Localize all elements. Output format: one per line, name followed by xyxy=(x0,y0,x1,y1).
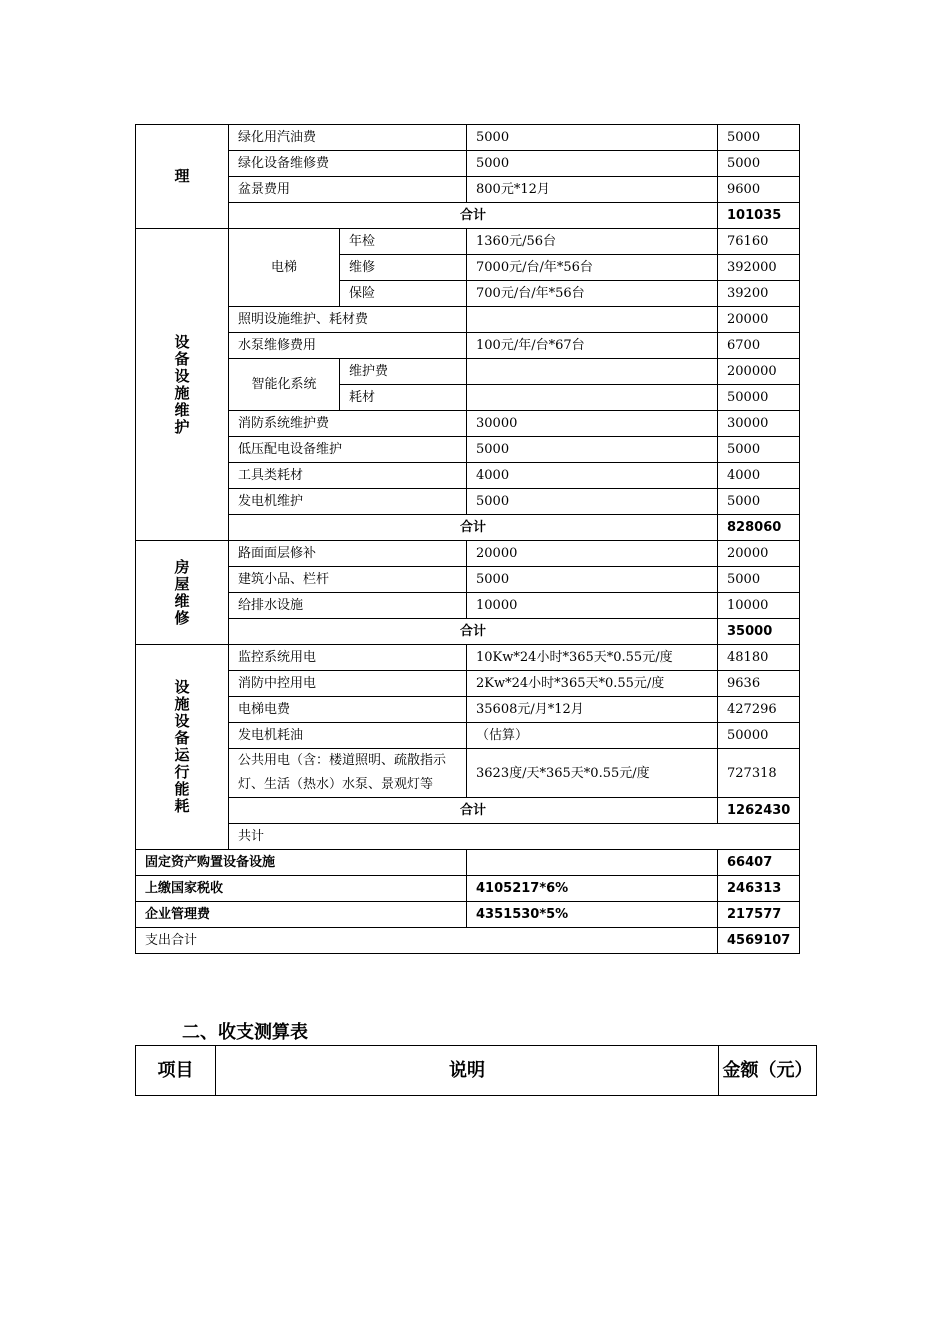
sub-item-cell: 耗材 xyxy=(340,385,467,411)
item-cell: 公共用电（含：楼道照明、疏散指示灯、生活（热水）水泵、景观灯等 xyxy=(229,749,467,798)
amount-cell: 5000 xyxy=(718,125,800,151)
desc-cell xyxy=(467,359,718,385)
sub-item-cell: 维护费 xyxy=(340,359,467,385)
summary-amount: 66407 xyxy=(718,850,800,876)
item-cell: 盆景费用 xyxy=(229,177,467,203)
amount-cell: 20000 xyxy=(718,541,800,567)
category-cell: 设施设备运行能耗 xyxy=(136,645,229,850)
summary-amount: 4569107 xyxy=(718,928,800,954)
amount-cell: 5000 xyxy=(718,437,800,463)
table-row xyxy=(136,333,800,359)
summary-label: 企业管理费 xyxy=(136,902,467,928)
amount-cell: 50000 xyxy=(718,385,800,411)
table-row xyxy=(136,723,800,749)
table-row xyxy=(136,437,800,463)
item-cell: 照明设施维护、耗材费 xyxy=(229,307,467,333)
subtotal-label: 合计 xyxy=(229,619,718,645)
subtotal-amount: 35000 xyxy=(718,619,800,645)
desc-cell: 5000 xyxy=(467,489,718,515)
table-row xyxy=(136,307,800,333)
category-cell: 房屋维修 xyxy=(136,541,229,645)
desc-cell: 7000元/台/年*56台 xyxy=(467,255,718,281)
amount-cell: 9600 xyxy=(718,177,800,203)
subtotal-row xyxy=(136,515,800,541)
summary-row xyxy=(136,876,800,902)
table-row xyxy=(136,671,800,697)
amount-cell: 392000 xyxy=(718,255,800,281)
item-cell: 绿化用汽油费 xyxy=(229,125,467,151)
amount-cell: 20000 xyxy=(718,307,800,333)
desc-cell: （估算） xyxy=(467,723,718,749)
item-cell: 低压配电设备维护 xyxy=(229,437,467,463)
sub-item-cell: 年检 xyxy=(340,229,467,255)
table-row xyxy=(136,567,800,593)
table-row xyxy=(136,359,800,385)
desc-cell: 30000 xyxy=(467,411,718,437)
desc-cell: 5000 xyxy=(467,437,718,463)
table-row xyxy=(136,593,800,619)
summary-row xyxy=(136,824,800,850)
desc-cell: 700元/台/年*56台 xyxy=(467,281,718,307)
amount-cell: 9636 xyxy=(718,671,800,697)
desc-cell: 100元/年/台*67台 xyxy=(467,333,718,359)
summary-label: 共计 xyxy=(229,824,800,850)
table-row xyxy=(136,177,800,203)
amount-cell: 727318 xyxy=(718,749,800,798)
income-expense-calc-table xyxy=(135,1045,817,1096)
item-cell: 消防系统维护费 xyxy=(229,411,467,437)
subtotal-amount: 101035 xyxy=(718,203,800,229)
header-description: 说明 xyxy=(216,1046,719,1096)
item-cell: 发电机维护 xyxy=(229,489,467,515)
summary-amount: 217577 xyxy=(718,902,800,928)
subtotal-row xyxy=(136,798,800,824)
item-cell: 工具类耗材 xyxy=(229,463,467,489)
expense-budget-table xyxy=(135,124,800,954)
sub-item-cell: 保险 xyxy=(340,281,467,307)
desc-cell: 20000 xyxy=(467,541,718,567)
table-row xyxy=(136,645,800,671)
desc-cell: 800元*12月 xyxy=(467,177,718,203)
item-cell: 电梯电费 xyxy=(229,697,467,723)
desc-cell: 10Kw*24小时*365天*0.55元/度 xyxy=(467,645,718,671)
table-header-row xyxy=(136,1046,817,1096)
table-row xyxy=(136,489,800,515)
table-row xyxy=(136,125,800,151)
desc-cell xyxy=(467,307,718,333)
summary-row xyxy=(136,928,800,954)
amount-cell: 5000 xyxy=(718,151,800,177)
item-cell: 建筑小品、栏杆 xyxy=(229,567,467,593)
desc-cell: 35608元/月*12月 xyxy=(467,697,718,723)
desc-cell: 5000 xyxy=(467,151,718,177)
desc-cell: 5000 xyxy=(467,567,718,593)
subtotal-row xyxy=(136,619,800,645)
summary-desc xyxy=(467,850,718,876)
subtotal-row xyxy=(136,203,800,229)
amount-cell: 200000 xyxy=(718,359,800,385)
item-cell: 绿化设备维修费 xyxy=(229,151,467,177)
smart-system-label: 智能化系统 xyxy=(229,359,340,411)
table-row xyxy=(136,697,800,723)
summary-row xyxy=(136,902,800,928)
subtotal-label: 合计 xyxy=(229,798,718,824)
desc-cell: 1360元/56台 xyxy=(467,229,718,255)
summary-label: 支出合计 xyxy=(136,928,718,954)
item-cell: 消防中控用电 xyxy=(229,671,467,697)
amount-cell: 5000 xyxy=(718,567,800,593)
desc-cell: 3623度/天*365天*0.55元/度 xyxy=(467,749,718,798)
elevator-label: 电梯 xyxy=(229,229,340,307)
desc-cell: 2Kw*24小时*365天*0.55元/度 xyxy=(467,671,718,697)
amount-cell: 10000 xyxy=(718,593,800,619)
header-item: 项目 xyxy=(136,1046,216,1096)
section-heading: 二、收支测算表 xyxy=(182,1022,308,1043)
table-row xyxy=(136,749,800,798)
item-cell: 监控系统用电 xyxy=(229,645,467,671)
amount-cell: 39200 xyxy=(718,281,800,307)
summary-desc: 4105217*6% xyxy=(467,876,718,902)
item-cell: 发电机耗油 xyxy=(229,723,467,749)
sub-item-cell: 维修 xyxy=(340,255,467,281)
summary-label: 上缴国家税收 xyxy=(136,876,467,902)
item-cell: 给排水设施 xyxy=(229,593,467,619)
amount-cell: 50000 xyxy=(718,723,800,749)
summary-row xyxy=(136,850,800,876)
subtotal-amount: 828060 xyxy=(718,515,800,541)
category-cell: 设备设施维护 xyxy=(136,229,229,541)
item-cell: 路面面层修补 xyxy=(229,541,467,567)
category-cell: 理 xyxy=(136,125,229,229)
subtotal-amount: 1262430 xyxy=(718,798,800,824)
summary-label: 固定资产购置设备设施 xyxy=(136,850,467,876)
amount-cell: 427296 xyxy=(718,697,800,723)
desc-cell: 5000 xyxy=(467,125,718,151)
amount-cell: 5000 xyxy=(718,489,800,515)
desc-cell: 4000 xyxy=(467,463,718,489)
desc-cell xyxy=(467,385,718,411)
table-row xyxy=(136,411,800,437)
amount-cell: 30000 xyxy=(718,411,800,437)
amount-cell: 76160 xyxy=(718,229,800,255)
summary-desc: 4351530*5% xyxy=(467,902,718,928)
item-cell: 水泵维修费用 xyxy=(229,333,467,359)
desc-cell: 10000 xyxy=(467,593,718,619)
header-amount: 金额（元） xyxy=(719,1046,817,1096)
amount-cell: 6700 xyxy=(718,333,800,359)
amount-cell: 48180 xyxy=(718,645,800,671)
table-row xyxy=(136,541,800,567)
subtotal-label: 合计 xyxy=(229,515,718,541)
table-row xyxy=(136,151,800,177)
table-row xyxy=(136,463,800,489)
subtotal-label: 合计 xyxy=(229,203,718,229)
summary-amount: 246313 xyxy=(718,876,800,902)
amount-cell: 4000 xyxy=(718,463,800,489)
table-row xyxy=(136,229,800,255)
